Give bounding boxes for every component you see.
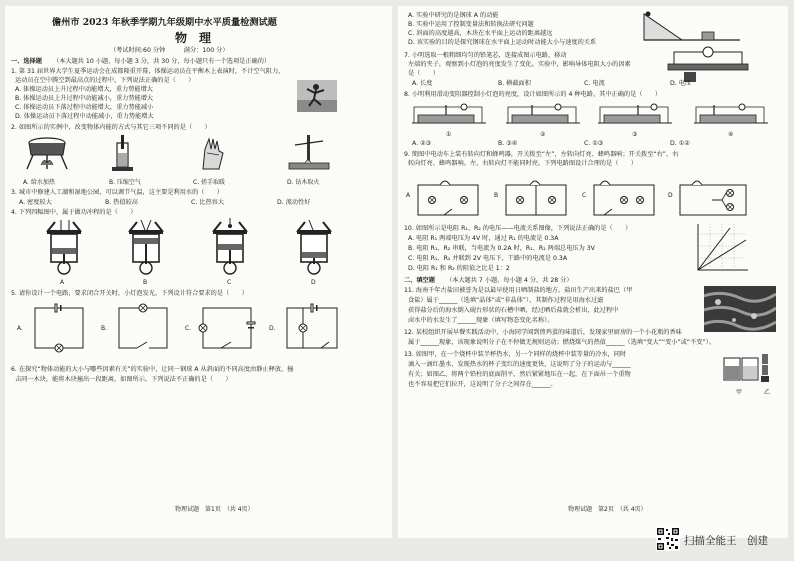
- q9-label-b: B: [494, 192, 499, 199]
- q5-label-a: A.: [17, 325, 23, 332]
- q9-circuit-c: [590, 171, 658, 221]
- q13-line3: 有关；如图乙，将两个铅柱的底面削平，然后紧紧地压在一起，在下面吊一个重物: [408, 371, 631, 378]
- q11-line4: 卤水中的水发生了______现象（填写物态变化名称）。: [408, 317, 554, 324]
- gymnast-photo: [297, 80, 337, 112]
- page1-footer: 物理试题 第1页 （共 4页）: [175, 506, 254, 513]
- scanner-watermark: 扫描全能王 创建: [684, 535, 768, 547]
- q3-option-b: B. 热值较高: [105, 199, 138, 206]
- section2-title: 二、填空题: [404, 277, 435, 284]
- q10-uv-graph: [690, 220, 750, 278]
- q8-figure-label-1: ①: [446, 131, 452, 138]
- q3-option-d: D. 流动性好: [277, 199, 311, 206]
- q7-option-a: A. 长度: [412, 80, 433, 87]
- q9-circuit-b: [502, 171, 570, 221]
- q4-engine-stroke-c: [207, 218, 253, 276]
- q13-line4: 也不容易把它们拉开，这说明了分子之间存在______。: [408, 381, 557, 388]
- q2-option-b: B. 压缩空气: [109, 179, 141, 186]
- q6-stem-line2: 击同一木块，能将木块撞出一段距离，如图所示。下列说法不正确的是（ ）: [15, 376, 232, 383]
- q8-rheostat-circuit-1: [408, 101, 490, 131]
- q10-option-a: A. 电阻 R₁ 两端电压为 4V 时，通过 R₁ 的电流是 0.3A: [408, 235, 559, 242]
- q8-rheostat-circuit-3: [594, 101, 676, 131]
- q1-option-a: A. 体操运动员上升过程中动能增大，重力势能增大: [15, 86, 153, 93]
- q1-option-c: C. 体操运动员下落过程中动能增大，重力势能减小: [15, 104, 154, 111]
- q11-salt-field-photo: [704, 286, 776, 332]
- page2-footer: 物理试题 第2页 （共 4页）: [568, 506, 647, 513]
- q9-circuit-a: [414, 171, 482, 221]
- q1-option-d: D. 体操运动员下落过程中动能减小，重力势能增大: [15, 113, 154, 120]
- q13-line1: 13. 如图甲，在一个烧杯中装半杯热水，另一个同样的烧杯中装等量的冷水，同时: [404, 351, 627, 358]
- q5-circuit-c: [197, 300, 257, 358]
- q8-option-a: A. ②③: [412, 140, 432, 147]
- q9-label-c: C: [582, 192, 587, 199]
- q11-line3: 获得盐分后的海水倒入砚台形状的石槽中晒，经过晒后盐就会析出，此过程中: [408, 307, 619, 314]
- section1-title: 一、选择题: [11, 58, 42, 65]
- q8-option-c: C. ①③: [584, 140, 604, 147]
- q7-stem-line3: 是（ ）: [408, 70, 439, 77]
- q1-stem-line1: 1. 第 31 届世界大学生夏季运动会在成都隆重开幕，体操运动员在平衡木上表演时，不计空气阻力，: [11, 68, 285, 75]
- q5-label-b: B.: [101, 325, 108, 332]
- q9-label-d: D: [668, 192, 673, 199]
- q9-circuit-d: [676, 171, 750, 221]
- q2-option-d: D. 钻木取火: [287, 179, 320, 186]
- q9-stem-line2: 转向灯亮、蜂鸣器响。左、右转向灯不能同时亮。下列电路图设计合理的是（ ）: [408, 160, 637, 167]
- q4-stem: 4. 下列四幅图中，属于做功冲程的是（ ）: [11, 209, 137, 216]
- q4-label-d: D: [311, 279, 316, 286]
- q4-label-b: B: [143, 279, 148, 286]
- q8-rheostat-circuit-4: [690, 101, 772, 131]
- q5-stem: 5. 请你设计一个电路，要求闭合开关时，小灯泡发光。下列设计符合要求的是（ ）: [11, 290, 248, 297]
- exam-title: 儋州市 2023 年秋季学期九年级期中水平质量检测试题: [52, 17, 277, 28]
- q4-engine-stroke-a: [41, 218, 87, 276]
- q12-line1: 12. 某校组织开展早餐实践活动中，小海同学闻到煎鸡蛋的味道后，发现家里厨房的一个小花瓶的香味: [404, 329, 682, 336]
- qr-code-icon: [656, 527, 680, 551]
- q4-label-a: A: [60, 279, 65, 286]
- q2-figure-heating-water: [21, 133, 73, 173]
- q5-circuit-a: [29, 300, 89, 358]
- q6-option-c: C. 斜面的高度越高，木块在水平面上运动的距离越远: [408, 30, 553, 37]
- q9-stem-line1: 9. 簡图中电动车上装有转向灯和蜂鸣器，开关拨至“左”，左转向灯亮、蜂鸣器响；开关拨至“右”，右: [404, 151, 679, 158]
- q12-line2: 属于______现象，该现象说明分子在不停做无规则运动；燃烧煤气的热值______（选填“变大”“变小”或“不变”）。: [408, 339, 715, 346]
- q8-figure-label-2: ②: [540, 131, 546, 138]
- q6-option-b: B. 实验中运用了控制变量法和转换法研究问题: [408, 21, 534, 28]
- q13-line2: 滴入一滴红墨水，发现热水的杯子变红的速度更快，这说明了分子的运动与______: [408, 361, 631, 368]
- q4-engine-stroke-b: [123, 218, 169, 276]
- q5-circuit-d: [281, 300, 343, 358]
- q1-stem-line2: 运动员在空中腾空到最高点的过程中，下列说法正确的是（ ）: [15, 77, 195, 84]
- q2-figure-rubbing-hands: [195, 133, 231, 173]
- q6-option-a: A. 实验中研究的是钢球 A 的动能: [408, 12, 499, 19]
- q10-option-c: C. 电阻 R₁、R₂ 并联到 2V 电压下，干路中的电流是 0.3A: [408, 255, 568, 262]
- q2-option-c: C. 搓手取暖: [193, 179, 226, 186]
- q7-option-c: C. 电流: [584, 80, 605, 87]
- q11-line1: 11. 海南千年古盐田被誉为是以最早使用日晒制盐的地方。盐田生产出来的盐巴（甲: [404, 287, 633, 294]
- q2-option-a: A. 给水加热: [23, 179, 55, 186]
- section2-note: （本大题共 7 小题，每小题 4 分，共 28 分）: [446, 277, 573, 284]
- exam-info: （考试时间:60 分钟 满分：100 分）: [110, 47, 229, 54]
- section1-note: （本大题共 10 小题，每小题 3 分，共 30 分，每小题只有一个选项是正确的）: [53, 58, 271, 65]
- q11-line2: 食盐）属于______（选填“晶体”或“非晶体”），其制作过程是用海水过滤: [408, 297, 604, 304]
- q8-stem: 8. 小明利用滑动变阻器控制小灯泡的亮度，设计如图所示的 4 种电路，其中正确的是（ ）: [404, 91, 662, 98]
- q8-figure-label-4: ④: [728, 131, 734, 138]
- q3-option-a: A. 密度较大: [19, 199, 52, 206]
- q7-stem-line1: 7. 小明选取一根粗细均匀的铅笔芯，连接成图示电路，移动: [404, 52, 567, 59]
- q6-ramp-figure: [642, 10, 742, 44]
- q10-option-b: B. 电阻 R₁、R₂ 串联，当电流为 0.2A 时，R₁、R₂ 两端总电压为 3V: [408, 245, 595, 252]
- q2-stem: 2. 如图所示的实例中，改变物体内能的方式与其它三项不同的是（ ）: [11, 124, 211, 131]
- q13-figure-label-jia: 甲: [736, 389, 743, 396]
- q7-stem-line2: 左端的夹子，观察到小灯泡的亮度发生了变化。实验中，影响导体电阻大小的因素: [408, 61, 631, 68]
- q8-figure-label-3: ③: [632, 131, 638, 138]
- exam-page-2: [398, 6, 788, 538]
- q10-stem: 10. 如图所示是电阻 R₁、R₂ 的电压——电流关系图像，下列说法正确的是（ ）: [404, 225, 632, 232]
- q2-figure-compressing-air: [109, 133, 139, 173]
- q13-figure-label-yi: 乙: [764, 389, 771, 396]
- q6-option-d: D. 该实验的目的是探究钢球在水平面上运动时动能大小与速度的关系: [408, 39, 597, 46]
- q4-engine-stroke-d: [291, 218, 337, 276]
- q1-option-b: B. 体操运动员上升过程中动能减小，重力势能增大: [15, 95, 154, 102]
- q8-rheostat-circuit-2: [502, 101, 584, 131]
- q13-beaker-figure: [722, 352, 772, 386]
- q7-option-b: B. 横截面积: [498, 80, 531, 87]
- q4-label-c: C: [227, 279, 232, 286]
- q8-option-b: B. ③④: [498, 140, 518, 147]
- q6-stem-line1: 6. 在探究“物体动能的大小与哪些因素有关”的实验中，让同一钢球 A 从斜面的不同高度由静止释放，撞: [11, 366, 294, 373]
- q5-label-d: D.: [269, 325, 276, 332]
- q3-stem: 3. 城市中修建人工湖和湿地公园，可以调节气温，这主要是利用水的（ ）: [11, 189, 224, 196]
- q8-option-d: D. ①②: [670, 140, 690, 147]
- exam-page-1: [5, 6, 392, 538]
- q10-option-d: D. 电阻 R₁ 和 R₂ 的阻值之比是 1：2: [408, 265, 510, 272]
- q7-option-d: D. 电压: [670, 80, 692, 87]
- q3-option-c: C. 比热容大: [191, 199, 225, 206]
- subject-heading: 物 理: [175, 31, 212, 45]
- q5-circuit-b: [113, 300, 173, 358]
- q9-label-a: A: [406, 192, 411, 199]
- q5-label-c: C.: [185, 325, 192, 332]
- q2-figure-drilling-wood: [285, 133, 333, 173]
